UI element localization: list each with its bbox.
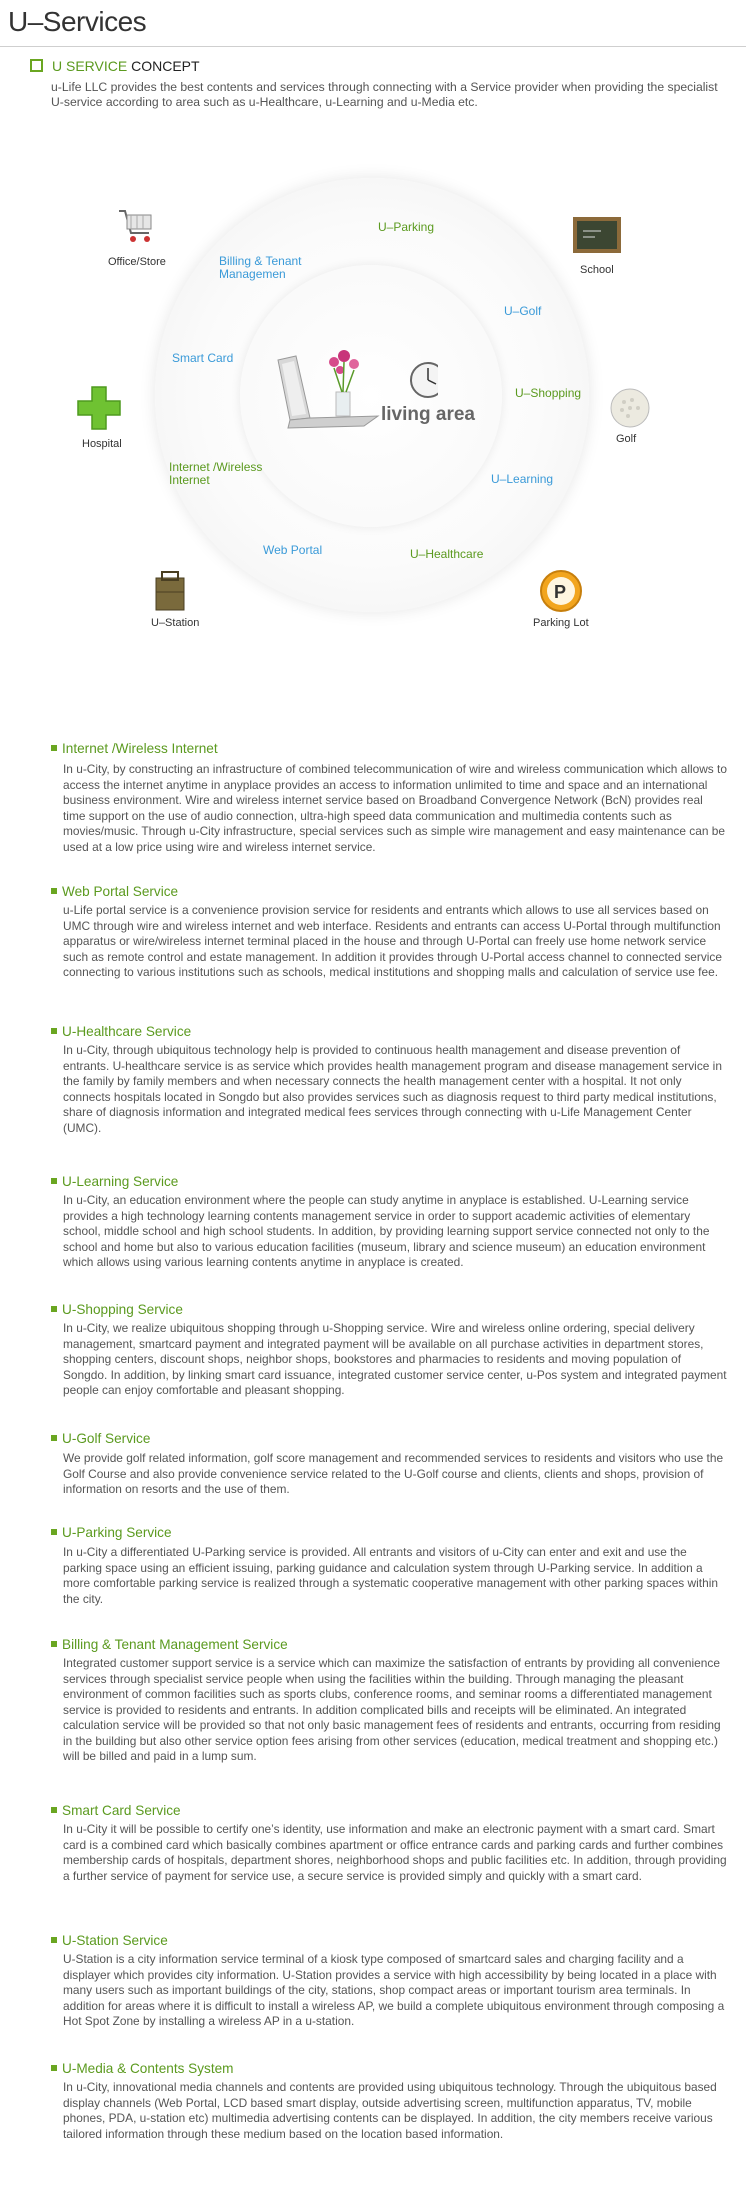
section-title-text: U-Media & Contents System bbox=[62, 2061, 234, 2076]
section-title bbox=[51, 884, 178, 899]
ring-item-u-golf: U–Golf bbox=[504, 304, 542, 318]
section-title-text: U-Shopping Service bbox=[62, 1302, 183, 1317]
concept-heading bbox=[30, 58, 200, 74]
ring-item-u-learning: U–Learning bbox=[491, 472, 554, 486]
section-body: In u-City a differentiated U-Parking service is provided. All entrants and visitors of u-City can enter and exit and use the parking space using an efficient issuing, parking guidance and calculation system through U-Parking service. In addition a more comfortable parking service is realized through a systematic cooperative management with other parking spaces within the city. bbox=[63, 1545, 718, 1606]
bullet-icon bbox=[51, 1435, 57, 1441]
section-title bbox=[51, 1174, 178, 1189]
ring-item-internet-wireless: Internet /Wireless Internet bbox=[169, 460, 263, 487]
outer-item-label: Office/Store bbox=[108, 256, 166, 268]
bullet-icon bbox=[51, 1028, 57, 1034]
ring-item-u-shopping: U–Shopping bbox=[515, 386, 582, 400]
ring-item-u-parking: U–Parking bbox=[378, 220, 435, 234]
section-title bbox=[51, 741, 218, 756]
svg-text:P: P bbox=[554, 582, 567, 602]
ring-item-u-healthcare: U–Healthcare bbox=[410, 547, 484, 561]
outer-item-label: Golf bbox=[616, 433, 637, 445]
section-title-text: U-Healthcare Service bbox=[62, 1024, 192, 1039]
page-title: U–Services bbox=[8, 6, 147, 37]
section-body: In u-City, through ubiquitous technology help is provided to continuous health management and disease prevention of entrants. U-healthcare service is as service which provides health management program and disease management service in the family by family members and when necessary connects the health management center with a hospital. It not only connects hospitals located in Songdo but also provides services such as diagnosis request to third party medical institutions, share of diagnosis information and integrated medical fees services through connecting with u-Life Management Center (UMC). bbox=[63, 1043, 722, 1135]
section-title bbox=[51, 1431, 150, 1446]
bullet-icon bbox=[51, 1807, 57, 1813]
section-body: In u-City, we realize ubiquitous shopping through u-Shopping service. Wire and wireless online ordering, special delivery management, smartcard payment and integrated payment will be available on all purchase activities in department stores, shopping centers, discount shops, neighbor shops, bookstores and pharmacies to residents and moving population of Songdo. In addition, by linking smart card issuance, integrated customer service center, u-Pos system and integrated payment people can enjoy comfortable and pleasant shopping. bbox=[63, 1321, 727, 1397]
bullet-icon bbox=[51, 1178, 57, 1184]
bullet-icon bbox=[51, 1641, 57, 1647]
ring-item-web-portal: Web Portal bbox=[263, 543, 323, 557]
bullet-icon bbox=[51, 745, 57, 751]
wall-clock-icon bbox=[411, 363, 438, 397]
section-title-text: U-Golf Service bbox=[62, 1431, 151, 1446]
section-title bbox=[51, 1803, 181, 1818]
bullet-icon bbox=[51, 1306, 57, 1312]
living-area-label: living area bbox=[381, 404, 475, 425]
medical-cross-icon bbox=[76, 385, 122, 431]
section-body: In u-City, innovational media channels and contents are provided using ubiquitous technology. Through the ubiquitous based display channels (Web Portal, LCD based smart display, outside advertising screen, multifunction apparatus, TV, mobile phones, PDA, u-station etc) multimedia advertising contents can be displayed. In addition, the city members receive various tailored information through these medium based on the location based information. bbox=[63, 2080, 717, 2141]
bullet-icon bbox=[51, 1937, 57, 1943]
bullet-icon bbox=[51, 2065, 57, 2071]
outer-item-label: Parking Lot bbox=[533, 617, 589, 629]
section-title bbox=[51, 1933, 168, 1948]
ring-item-billing-tenant: Billing & Tenant Managemen bbox=[219, 254, 302, 281]
section-body: Integrated customer support service is a service which can maximize the satisfaction of entrants by providing all convenience services through specialist service people when using the facilities within the building. Through managing the pleasant environment of common facilities such as sports clubs, conference rooms, and seminar rooms a differentiated management service is provided to residents and entrants. In addition complicated bills and receipts will be eliminated. An integrated calculation service will be provided so that not only basic management fees of residents and entrants, occurring from residing in the building but also other service option fees arising from other services (education, medical treatment and shopping etc.) will be billed and paid in a lump sum. bbox=[63, 1656, 721, 1763]
concept-text: u-Life LLC provides the best contents and services through connecting with a Service provider when providing the specialist U-service according to area such as u-Healthcare, u-Learning and u-Media etc. bbox=[51, 80, 718, 109]
section-title-text: Smart Card Service bbox=[62, 1803, 181, 1818]
section-title bbox=[51, 1637, 288, 1652]
outer-item-label: School bbox=[580, 264, 614, 276]
section-title-text: U-Station Service bbox=[62, 1933, 168, 1948]
section-title-text: Internet /Wireless Internet bbox=[62, 741, 218, 756]
section-body: In u-City, an education environment where the people can study anytime in anyplace is established. U-Learning service provides a high technology learning contents management service in order to support academic activities of elementary school, middle school and high school students. In addition, by providing learning support service connected not only to the school and home but also to various education facilities (museum, library and science museum) an education environment which allows using various learning contents anytime in anyplace is created. bbox=[63, 1193, 710, 1269]
shopping-cart-icon bbox=[115, 205, 155, 245]
concept-heading-plain: CONCEPT bbox=[131, 58, 200, 74]
section-title-text: Web Portal Service bbox=[62, 884, 179, 899]
golf-ball-icon bbox=[608, 386, 652, 430]
section-body: In u-City it will be possible to certify one’s identity, use information and make an electronic payment with a smart card. Smart card is a combined card which basically combines apartment or office entrance cards and parking cards and further combines membership cards of hospitals, department shores, neighborhood shops and public facilities etc. In addition, through providing a further service of payment for service use, a secure service is provided simply and quickly with a smart card. bbox=[63, 1822, 727, 1883]
outer-item-label: Hospital bbox=[82, 438, 122, 450]
section-title-text: Billing & Tenant Management Service bbox=[62, 1637, 288, 1652]
section-body: We provide golf related information, golf score management and recommended services to residents and visitors who use the Golf Course and also provide convenience service related to the U-Golf course and clients, clients and shops, provision of information on resorts and the use of them. bbox=[63, 1451, 724, 1496]
laptop-icon bbox=[278, 356, 378, 428]
section-title-text: U-Learning Service bbox=[62, 1174, 179, 1189]
flower-vase-icon bbox=[329, 350, 359, 416]
bullet-icon bbox=[51, 888, 57, 894]
section-title bbox=[51, 1302, 183, 1317]
section-title-text: U-Parking Service bbox=[62, 1525, 172, 1540]
section-body: U-Station is a city information service terminal of a kiosk type composed of smartcard sales and charging facility and a displayer which provides city information. U-Station provides a service with high accessibility by being located in a place with many users such as important buildings of the city, stations, shop compact areas or important tourism area terminals. In addition for areas where it is difficult to install a wireless AP, we build a complete ubiquitous environment through composing a Hot Spot Zone by installing a wireless AP in a u-station. bbox=[63, 1952, 725, 2028]
square-bullet-icon bbox=[30, 59, 43, 72]
outer-item-label: U–Station bbox=[151, 617, 200, 629]
section-body: u-Life portal service is a convenience provision service for residents and entrants which allows to use all services based on UMC through wire and wireless internet and web interface. Residents and entrants can access U-Portal through multifunction apparatus or wire/wireless internet terminal placed in the house and through U-Portal can freely use home network service such as remote control and estate management. In addition it provides through U-Portal access channel to connected service connecting to various institutions such as schools, medical institutions and shopping malls and calculation of service use fee. bbox=[63, 903, 722, 979]
kiosk-icon bbox=[150, 570, 190, 614]
parking-sign-icon bbox=[538, 568, 584, 614]
concept-heading-colored: U SERVICE bbox=[52, 58, 128, 74]
service-diagram bbox=[0, 150, 746, 670]
chalkboard-icon bbox=[571, 215, 623, 257]
ring-item-smart-card: Smart Card bbox=[172, 351, 234, 365]
section-title bbox=[51, 2061, 234, 2076]
section-body: In u-City, by constructing an infrastructure of combined telecommunication of wire and wireless communication which allows to access the internet anytime in anyplace provides an access to information unlimited to time and space and an international business environment. Wire and wireless internet service based on Broadband Convergence Network (BcN) provides real time support on the use of audio connection, ultra-high speed data communication and multimedia contents such as movies/music. Through u-City infrastructure, special services such as simple wire management and easy maintenance can be used at a low price using wire and wireless internet service. bbox=[63, 762, 727, 854]
title-divider bbox=[0, 46, 746, 47]
section-title bbox=[51, 1024, 191, 1039]
section-title bbox=[51, 1525, 172, 1540]
bullet-icon bbox=[51, 1529, 57, 1535]
